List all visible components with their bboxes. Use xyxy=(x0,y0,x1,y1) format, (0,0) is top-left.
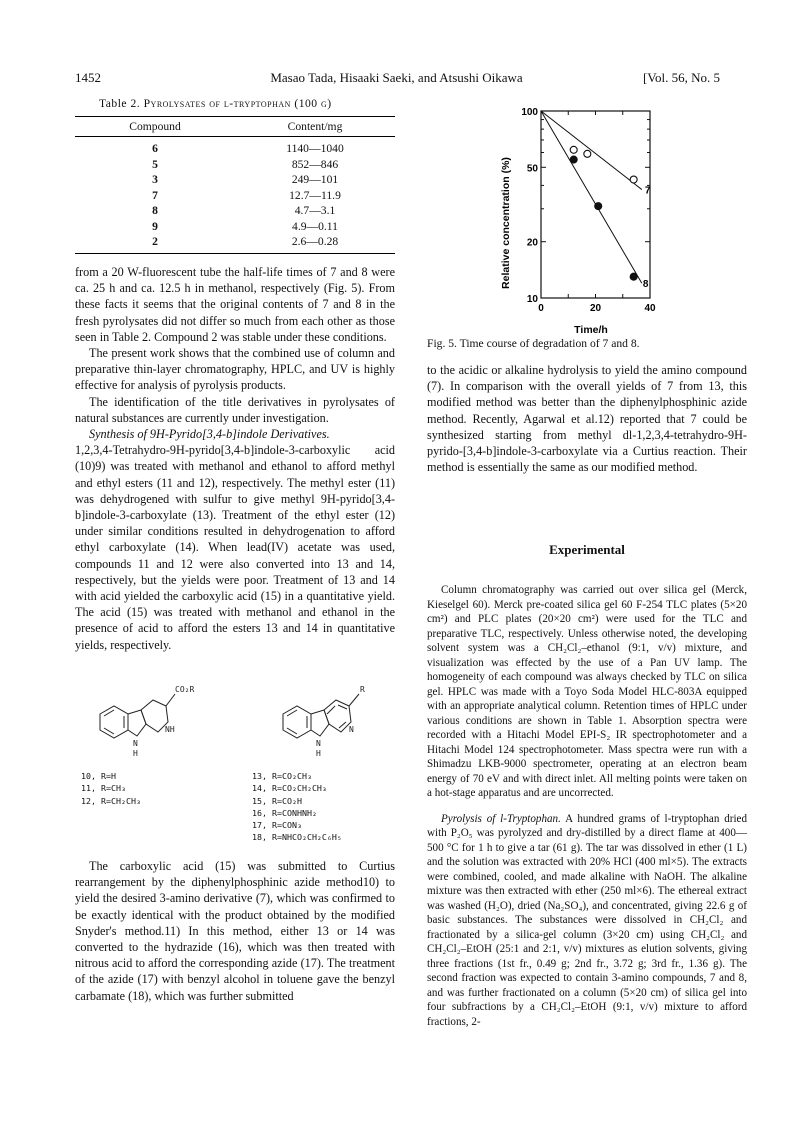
table-row xyxy=(75,219,395,235)
cell-compound: 3 xyxy=(152,173,158,187)
fit-line-8 xyxy=(541,111,642,283)
cell-compound: 9 xyxy=(152,219,158,233)
chemical-structures xyxy=(75,676,395,848)
left-column-continuation xyxy=(75,858,395,1004)
table-row xyxy=(75,234,395,253)
data-point-7 xyxy=(570,146,577,153)
cell-content: 1140—1040 xyxy=(286,142,344,156)
subsection-heading: Pyrolysis of l-Tryptophan. xyxy=(441,812,561,825)
table-row xyxy=(75,157,395,173)
data-point-8 xyxy=(595,203,602,210)
compound-list-right xyxy=(252,770,342,844)
table-row xyxy=(75,137,395,157)
table-caption xyxy=(75,97,395,110)
col-content: Content/mg xyxy=(235,117,395,137)
table-2 xyxy=(75,97,395,254)
cell-compound: 6 xyxy=(152,142,158,156)
table-row xyxy=(75,203,395,219)
x-tick-label: 20 xyxy=(589,303,602,314)
cell-content: 2.6—0.28 xyxy=(235,234,395,253)
cell-compound: 2 xyxy=(75,234,235,253)
figure-caption: Fig. 5. Time course of degradation of 7 and 8. xyxy=(427,337,640,350)
cell-compound: 7 xyxy=(152,188,158,202)
h-label: H xyxy=(133,749,138,758)
list-item: 18, R=NHCO₂CH₂C₆H₅ xyxy=(252,832,342,843)
nh-label: NH xyxy=(165,725,175,734)
list-item: 15, R=CO₂H xyxy=(252,795,302,806)
table-row xyxy=(75,172,395,188)
experimental-text xyxy=(427,572,747,1040)
list-item: 17, R=CON₃ xyxy=(252,820,302,831)
col-compound: Compound xyxy=(75,117,235,137)
series-label-8: 8 xyxy=(642,279,649,291)
data-point-8 xyxy=(630,273,637,280)
data-point-8 xyxy=(570,156,577,163)
paragraph: Pyrolysis of l-Tryptophan. A hundred grams of l-tryptophan dried with P₂O₅ was pyrolyzed and dry-distilled by a direct flame at 400—500 °C for 1 h to give a tar (61 g). The tar was dissolved in ether (1 L) and the solution was extracted with 20% HCl (400 ml×5). The extracts were combined, cooled, and made alkaline with NaOH. The alkaline mixture was then extracted with ether (250 ml×6). The ethereal extract was washed (H₂O), dried (Na₂SO₄), and concentrated, giving 22.6 g of basic substances. The substances were dissolved in CH₂Cl₂ and fractionated by a silica-gel column (3×20 cm) using CH₂Cl₂ and CH₂Cl₂–EtOH (25:1 and 2:1, v/v) mixtures as elution solvents, giving three fractions (1st fr., 0.49 g; 2nd fr., 3.72 g; 3rd fr., 1.36 g). The second fraction was expected to contain 3-amino compounds, 7 and 8, and was further fractionated on a column (5×20 cm) of silica gel into four subfractions by a CH₂Cl₂–EtOH (9:1, v/v) mixture to afford fractions, 2- xyxy=(427,812,747,1028)
cell-content: 249—101 xyxy=(291,173,339,187)
data-point-7 xyxy=(584,150,591,157)
page-number: 1452 xyxy=(75,70,101,85)
structure-drawings xyxy=(75,676,395,776)
fit-line-7 xyxy=(541,111,642,190)
cell-content: 852—846 xyxy=(291,157,339,171)
x-tick-label: 40 xyxy=(644,303,656,314)
y-tick-label: 100 xyxy=(521,107,538,118)
y-tick-label: 10 xyxy=(526,294,538,305)
y-axis-label: Relative concentration (%) xyxy=(500,157,512,289)
series-label-7: 7 xyxy=(644,185,651,197)
degradation-chart xyxy=(495,103,670,338)
list-item: 14, R=CO₂CH₂CH₃ xyxy=(252,783,327,794)
y-tick-label: 50 xyxy=(526,163,538,175)
table-row xyxy=(75,188,395,204)
x-tick-label: 0 xyxy=(538,303,544,314)
cell-content: 4.7—3.1 xyxy=(294,204,336,218)
h-label: H xyxy=(316,749,321,758)
ring-n-label: N xyxy=(349,725,354,734)
right-column-text xyxy=(427,362,747,475)
paragraph: to the acidic or alkaline hydrolysis to yield the amino compound (7). In comparison with the overall yields of 7 from 13, this modified method was better than the diphenylphosphinic azide method. Recently, Agarwal et al.12) reported that 7 could be synthesized starting from methyl dl-1,2,3,4-tetrahydro-9H-pyrido-[3,4-b]indole-3-carboxylate via a Curtius reaction. Their method is essentially the same as our modified method. xyxy=(427,363,747,475)
list-item: 10, R=H xyxy=(81,771,116,781)
paragraph: The present work shows that the combined use of column and preparative thin-layer chromatography, HPLC, and UV is highly effective for analysis of pyrolysis products. xyxy=(75,346,395,393)
cell-compound: 8 xyxy=(152,204,158,218)
n-label: N xyxy=(133,739,138,748)
list-item: 13, R=CO₂CH₃ xyxy=(252,771,312,781)
substituent-label: CO₂R xyxy=(175,685,195,694)
running-authors: Masao Tada, Hisaaki Saeki, and Atsushi Oikawa xyxy=(270,70,523,85)
list-item: 12, R=CH₂CH₃ xyxy=(81,795,141,806)
cell-compound: 5 xyxy=(152,157,158,171)
figure-5 xyxy=(495,103,670,338)
compound-list-left xyxy=(81,770,141,807)
pyridine-ring xyxy=(324,700,351,732)
cell-content: 12.7—11.9 xyxy=(289,188,341,202)
table-caption-label: Table 2. xyxy=(99,97,141,110)
paragraph: from a 20 W-fluorescent tube the half-life times of 7 and 8 were ca. 25 h and ca. 12.5 h in methanol, respectively (Fig. 5). From these facts it seems that the original contents of 7 and 8 in the fresh pyrolysates did not differ so much from each other as those seen in Table 2. Compound 2 was stable under these conditions. xyxy=(75,265,395,344)
piperidine-ring xyxy=(141,700,168,732)
subsection-heading: Synthesis of 9H-Pyrido[3,4-b]indole Derivatives. xyxy=(89,427,330,442)
pyrrole-ring xyxy=(128,710,146,736)
pyrolysates-table xyxy=(75,116,395,254)
volume-info: [Vol. 56, No. 5 xyxy=(642,70,720,85)
pyrrole-ring xyxy=(311,710,329,736)
cell-content: 4.9—0.11 xyxy=(292,219,338,233)
list-item: 11, R=CH₃ xyxy=(81,783,126,794)
list-item: 16, R=CONHNH₂ xyxy=(252,807,317,818)
table-caption-text: Pyrolysates of l-tryptophan (100 g) xyxy=(143,97,332,110)
substituent-label: R xyxy=(360,685,365,694)
section-heading: Experimental xyxy=(549,542,625,557)
paragraph: Column chromatography was carried out over silica gel (Merck, Kieselgel 60). Merck pre-coated silica gel 60 F-254 TLC plates (5×20 cm²) and PLC plates (20×20 cm²) were used for the TLC and preparative TLC, respectively. Unless otherwise noted, the developing solvent system was a CH₂Cl₂–ethanol (9:1, v/v) mixture, and visualization was effected by the use of a Pan UV lamp. The homogeneity of each compound was always checked by TLC on silica gel. HPLC was made with a Toyo Soda Model HLC-803A equipped with an appropriate analytical column. Retention times of HPLC under various conditions are shown in Table 1. Absorption spectra were recorded with a Hitachi Model EPI-S₂ IR spectrophotometer and a Hitachi Model 124 spectrophotometer. Mass spectra were run with a Shimadzu LKB-9000 spectrometer, operating at an electron beam energy of 70 eV and with direct inlet. All melting points were taken on a hot-stage apparatus and are uncorrected. xyxy=(427,584,747,800)
y-tick-label: 20 xyxy=(526,237,538,249)
paragraph: The carboxylic acid (15) was submitted to Curtius rearrangement by the diphenylphosphinic azide method10) to yield the desired 3-amino derivative (7), which was confirmed to be exactly identical with the product obtained by the modified Snyder's method.11) In this method, either 13 or 14 was converted to the hydrazide (16), which was then treated with nitrous acid to afford the corresponding azide (17). The treatment of the azide (17) with benzyl alcohol in toluene gave the benzyl carbamate (18), which was further submitted xyxy=(75,859,395,1003)
paragraph: 1,2,3,4-Tetrahydro-9H-pyrido[3,4-b]indole-3-carboxylic acid (10)9) was treated with methanol and ethanol to afford methyl and ethyl esters (11 and 12), respectively. The methyl ester (11) was dehydrogened with sulfur to give methyl 9H-pyrido[3,4-b]indole-3-carboxylate (13). Treatment of the ethyl ester (12) under similar conditions resulted in dehydrogenation to afford ethyl carboxylate (14). When lead(IV) acetate was used, compounds 11 and 12 were also converted into 13 and 14, respectively, but the yields were poor. Treatment of 13 and 14 with acid yielded the carboxylic acid (15) in a quantitative yield. The acid (15) was treated with methanol and ethanol in the presence of acid to afford the esters 13 and 14 in quantitative yields, respectively. xyxy=(75,443,395,652)
paragraph: The identification of the title derivatives in pyrolysates of natural substances are currently under investigation. xyxy=(75,394,395,425)
left-column-text xyxy=(75,264,395,653)
data-point-7 xyxy=(630,176,637,183)
x-axis-label: Time/h xyxy=(574,324,608,336)
n-label: N xyxy=(316,739,321,748)
